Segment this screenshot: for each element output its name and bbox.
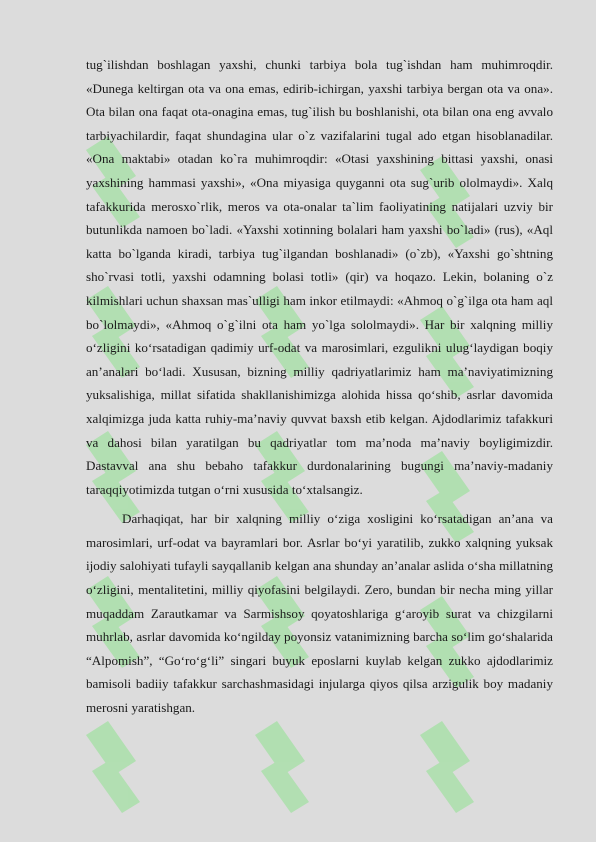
- document-body: [86, 53, 553, 720]
- watermark-mark: [86, 721, 140, 813]
- watermark-mark: [255, 721, 309, 813]
- paragraph-2: Darhaqiqat, har bir xalqning milliy o‘ziga xosligini ko‘rsatadigan an’ana va marosimlari, urf-odat va bayramlari bor. Asrlar bo‘yi yaratilib, zukko xalqning yuksak ijodiy salohiyati tufayli sayqallanib kelgan ana shunday an’analar aslida o‘sha millatning o‘zligini, mentalitetini, milliy qiyofasini belgilaydi. Zero, bundan bir necha ming yillar muqaddam Zarautkamar va Sarmishsoy qoyatoshlariga g‘aroyib surat va chizgilarni muhrlab, asrlar davomida ko‘ngilday poyonsiz vatanimizning barcha so‘lim go‘shalarida “Alpomish”, “Go‘ro‘g‘li” singari buyuk eposlarni kuylab kelgan zukko ajdodlarimiz bamisoli badiiy tafakkur sarchashmasidagi injularga qiyos qilsa arzigulik boy madaniy merosni yaratishgan.: [86, 511, 553, 716]
- watermark-mark: [420, 721, 474, 813]
- paragraph-1: tug`ilishdan boshlagan yaxshi, chunki tarbiya bola tug`ishdan ham muhimroqdir. «Dunega keltirgan ota va ona emas, edirib-ichirgan, yaxshi tarbiya bergan ota va ona». Ota bilan ona faqat ota-onagina emas, tug`ilish bu boshlanishi, ota bilan ona eng avvalo tarbiyachilardir, faqat shundagina ular o`z vazifalarini tugal ado etgan hisoblanadilar. «Ona maktabi» otadan ko`ra muhimroqdir: «Otasi yaxshining bittasi yaxshi, onasi yaxshining hammasi yaxshi», «Ona miyasiga quyganni ota sug`urib ololmaydi». Xalq tafakkurida merosxo`rlik, meros va ota-onalar ta`lim faoliyatining natijalari uzviy bir butunlikda namoen bo`ladi. «Yaxshi xotinning bolalari ham yaxshi bo`ladi» (rus), «Aql katta bo`lganda kiradi, tarbiya tug`ilgandan boshlanadi» (o`zb), «Yaxshi go`shtning sho`rvasi totli, yaxshi odamning bolasi totli» (qir) va hoqazo. Lekin, bolaning o`z kilmishlari uchun shaxsan mas`ulligi ham inkor etilmaydi: «Ahmoq o`g`ilga ota ham aql bo`lolmaydi», «Ahmoq o`g`ilni ota ham yo`lga sololmaydi». Har bir xalqning milliy o‘zligini ko‘rsatadigan qadimiy urf-odat va marosimlari, ezgulikni ulug‘laydigan boqiy an’analari bo‘ladi. Xususan, bizning milliy qadriyatlarimiz ham ma’naviyatimizning yuksalishiga, millat sifatida shakllanishimizga alohida hissa qo‘shib, asrlar davomida xalqimizga juda katta ruhiy-ma’naviy quvvat baxsh etib kelgan. Ajdodlarimiz tafakkuri va dahosi bilan yaratilgan bu qadriyatlar tom ma’noda ma’naviy boyligimizdir. Dastavval ana shu bebaho tafakkur durdonalarining bugungi ma’naviy-madaniy taraqqiyotimizda tutgan o‘rni xususida to‘xtalsangiz.: [86, 57, 553, 497]
